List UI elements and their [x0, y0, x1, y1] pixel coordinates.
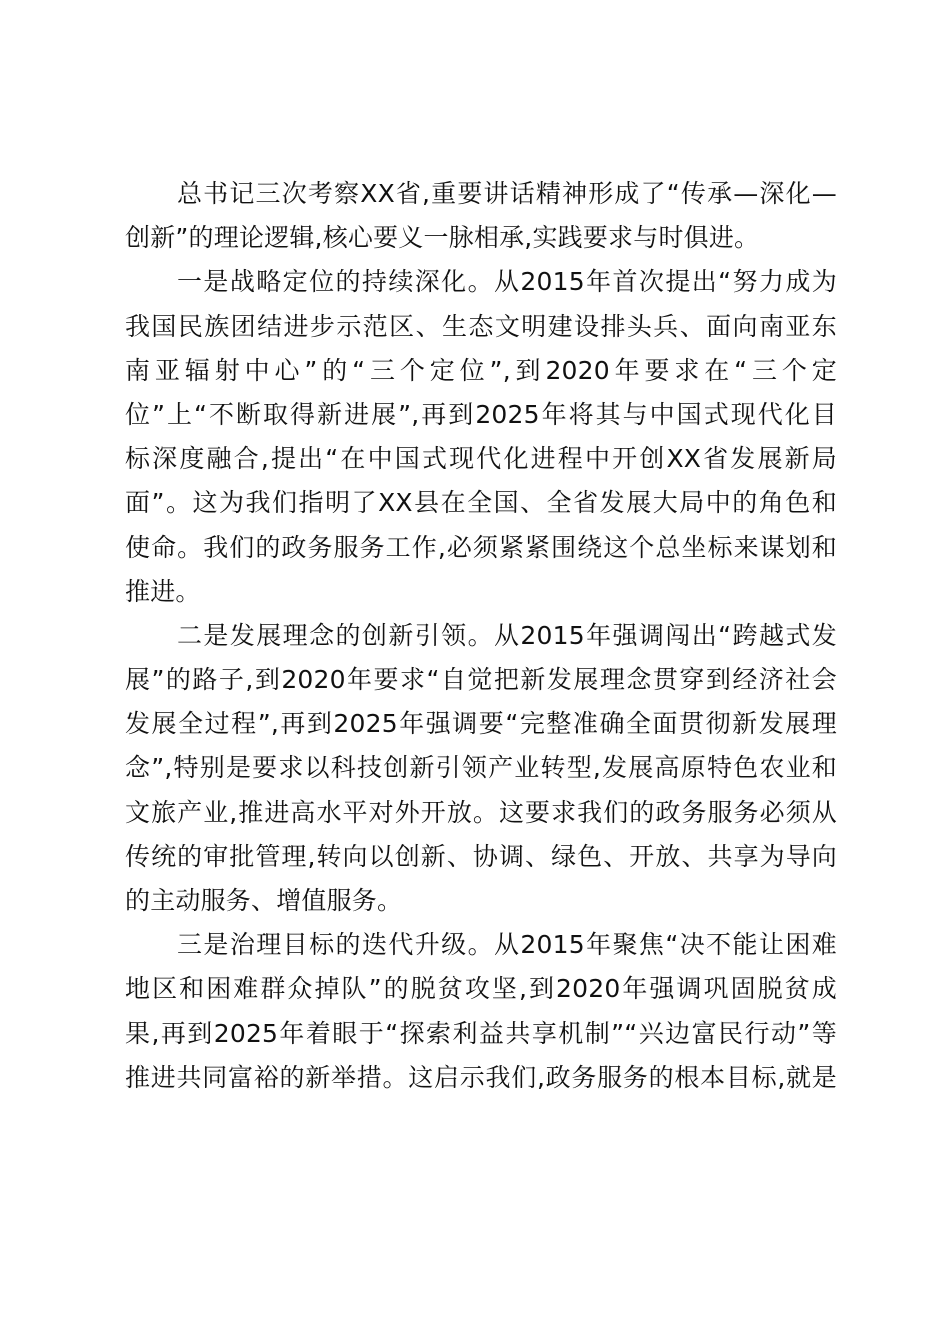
paragraph-development-concept — [125, 614, 837, 923]
text-line: 三是治理目标的迭代升级。从2015年聚焦“决不能让困难 — [177, 930, 837, 960]
document-body — [125, 172, 837, 1100]
text-line: 发展全过程”,再到2025年强调要“完整准确全面贯彻新发展理 — [125, 709, 837, 739]
text-line: 创新”的理论逻辑,核心要义一脉相承,实践要求与时俱进。 — [125, 223, 760, 253]
paragraph-strategic-positioning — [125, 260, 837, 614]
text-line: 推进共同富裕的新举措。这启示我们,政务服务的根本目标,就是 — [125, 1062, 837, 1092]
text-line: 的主动服务、增值服务。 — [125, 886, 403, 915]
paragraph-governance-goals — [125, 923, 837, 1100]
text-line: 传统的审批管理,转向以创新、协调、绿色、开放、共享为导向 — [125, 841, 837, 871]
text-line: 展”的路子,到2020年要求“自觉把新发展理念贯穿到经济社会 — [125, 665, 837, 695]
text-line: 南亚辐射中心”的“三个定位”,到2020年要求在“三个定 — [125, 355, 837, 385]
text-line: 位”上“不断取得新进展”,再到2025年将其与中国式现代化目 — [125, 399, 837, 429]
text-line: 使命。我们的政务服务工作,必须紧紧围绕这个总坐标来谋划和 — [125, 532, 837, 562]
paragraph-intro — [125, 172, 837, 260]
text-line: 文旅产业,推进高水平对外开放。这要求我们的政务服务必须从 — [125, 797, 837, 827]
text-line: 地区和困难群众掉队”的脱贫攻坚,到2020年强调巩固脱贫成 — [125, 974, 837, 1004]
text-line: 一是战略定位的持续深化。从2015年首次提出“努力成为 — [177, 267, 837, 297]
text-line: 总书记三次考察XX省,重要讲话精神形成了“传承—深化— — [177, 179, 837, 208]
text-line: 我国民族团结进步示范区、生态文明建设排头兵、面向南亚东 — [125, 311, 837, 341]
text-line: 果,再到2025年着眼于“探索利益共享机制”“兴边富民行动”等 — [125, 1018, 837, 1048]
text-line: 标深度融合,提出“在中国式现代化进程中开创XX省发展新局 — [125, 444, 837, 474]
text-line: 面”。这为我们指明了XX县在全国、全省发展大局中的角色和 — [125, 488, 837, 518]
text-line: 二是发展理念的创新引领。从2015年强调闯出“跨越式发 — [177, 620, 837, 650]
text-line: 推进。 — [125, 576, 201, 606]
text-line: 念”,特别是要求以科技创新引领产业转型,发展高原特色农业和 — [125, 753, 837, 783]
